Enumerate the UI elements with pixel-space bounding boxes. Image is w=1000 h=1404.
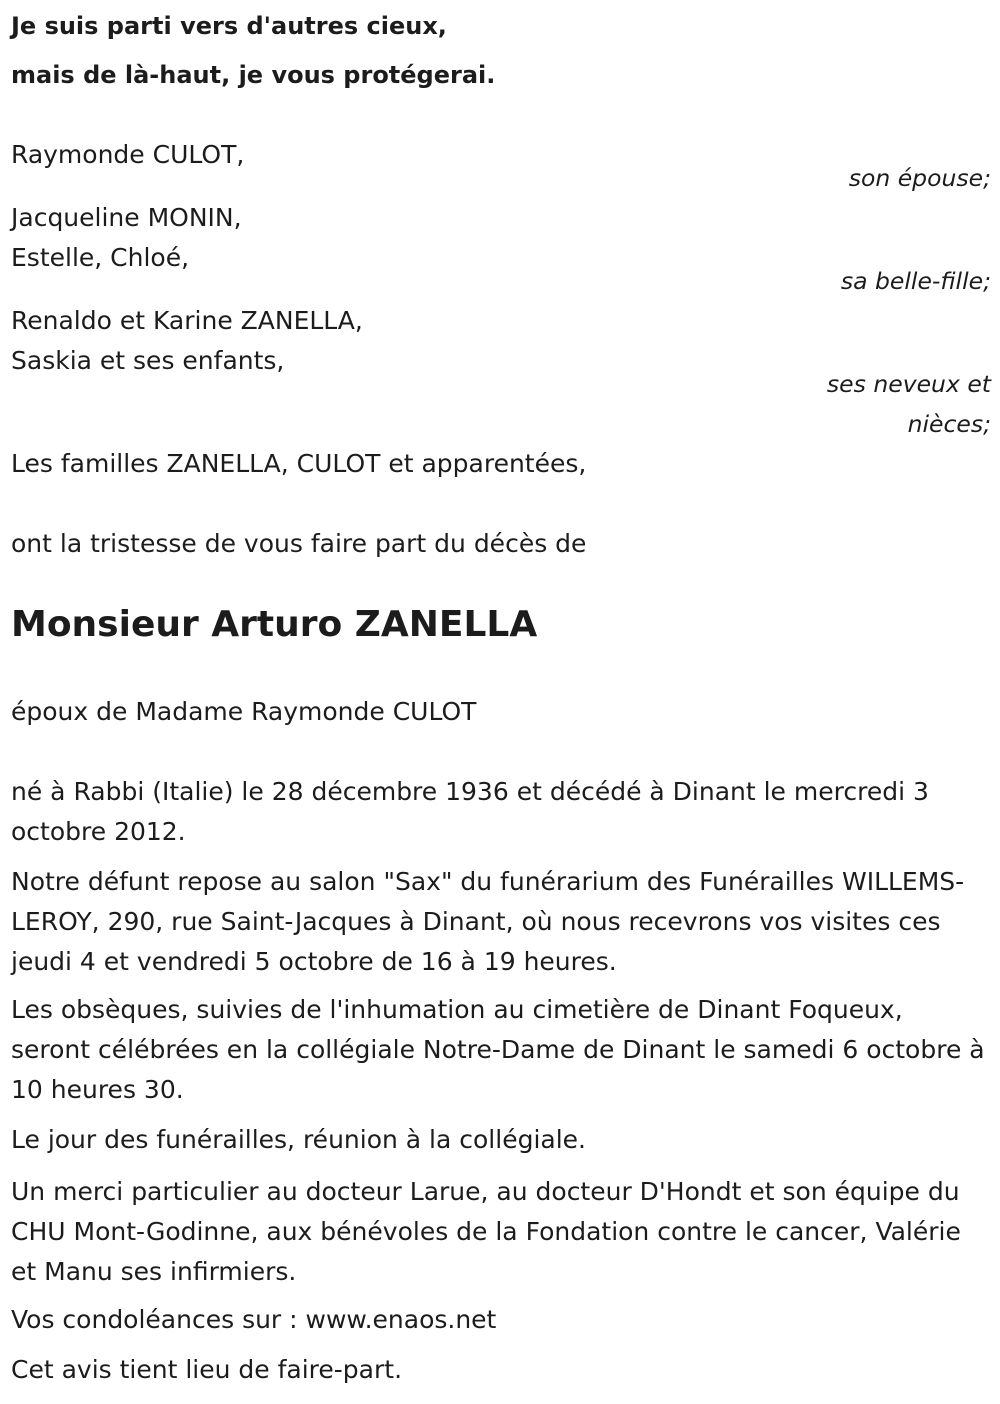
nephews-role-line-2: nièces; bbox=[907, 410, 991, 438]
epitaph-line-2: mais de là-haut, je vous protégerai. bbox=[11, 61, 496, 89]
spouse-name: Raymonde CULOT, bbox=[11, 140, 245, 169]
nephews-line-2: Saskia et ses enfants, bbox=[11, 346, 285, 375]
daughter-in-law-line-1: Jacqueline MONIN, bbox=[11, 203, 242, 232]
daughter-in-law-role: sa belle-fille; bbox=[840, 267, 991, 295]
epitaph-line-1: Je suis parti vers d'autres cieux, bbox=[11, 12, 447, 40]
birth-death-paragraph: né à Rabbi (Italie) le 28 décembre 1936 et décédé à Dinant le mercredi 3 octobre 2012. bbox=[11, 777, 929, 846]
spouse-role: son épouse; bbox=[848, 164, 991, 192]
gathering-paragraph: Le jour des funérailles, réunion à la collégiale. bbox=[11, 1125, 586, 1154]
notice-paragraph: Cet avis tient lieu de faire-part. bbox=[11, 1355, 403, 1384]
nephews-role-line-1: ses neveux et bbox=[826, 370, 991, 398]
families-line: Les familles ZANELLA, CULOT et apparentées, bbox=[11, 449, 587, 478]
spouse-of-line: époux de Madame Raymonde CULOT bbox=[11, 697, 477, 726]
visitation-paragraph: Notre défunt repose au salon "Sax" du funérarium des Funérailles WILLEMS-LEROY, 290, rue Saint-Jacques à Dinant, où nous recevrons vos visites ces jeudi 4 et vendredi 5 octobre de 16 à 19 heures. bbox=[11, 867, 965, 976]
nephews-line-1: Renaldo et Karine ZANELLA, bbox=[11, 306, 363, 335]
thanks-paragraph: Un merci particulier au docteur Larue, au docteur D'Hondt et son équipe du CHU Mont-Godinne, aux bénévoles de la Fondation contre le cancer, Valérie et Manu ses infirmiers. bbox=[11, 1177, 961, 1286]
funeral-paragraph: Les obsèques, suivies de l'inhumation au cimetière de Dinant Foqueux, seront célébrées en la collégiale Notre-Dame de Dinant le samedi 6 octobre à 10 heures 30. bbox=[11, 995, 985, 1104]
daughter-in-law-line-2: Estelle, Chloé, bbox=[11, 243, 190, 272]
deceased-name: Monsieur Arturo ZANELLA bbox=[11, 604, 538, 645]
announcement: ont la tristesse de vous faire part du décès de bbox=[11, 529, 587, 558]
condolences-paragraph: Vos condoléances sur : www.enaos.net bbox=[11, 1305, 497, 1334]
